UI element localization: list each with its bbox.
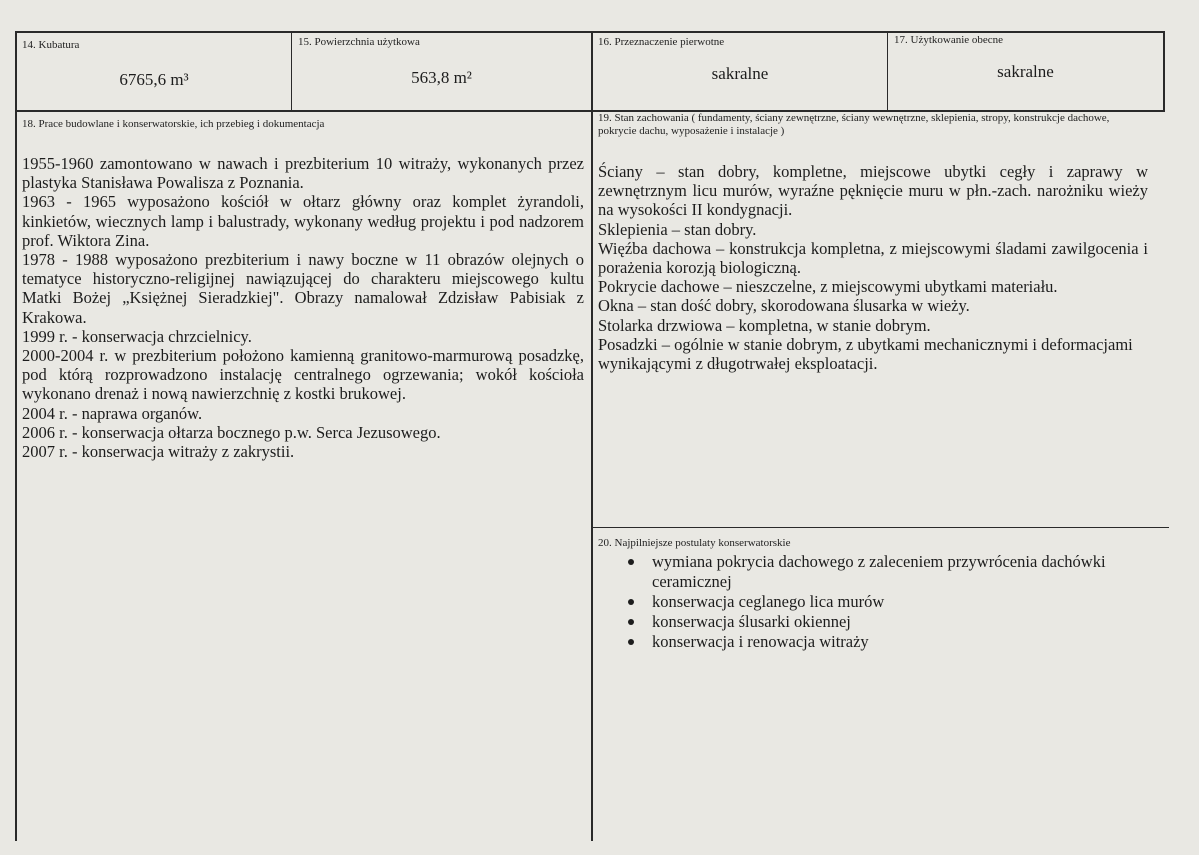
stan-entry: Okna – stan dość dobry, skorodowana ślusarka w wieży. <box>598 296 970 316</box>
przeznaczenie-label: 16. Przeznaczenie pierwotne <box>598 36 725 48</box>
prace-entry: 1999 r. - konserwacja chrzcielnicy. <box>22 326 252 346</box>
list-item <box>602 552 1138 592</box>
stan-entry: Stolarka drzwiowa – kompletna, w stanie dobrym. <box>598 315 931 335</box>
stan-zachowania-label: 19. Stan zachowania ( fundamenty, ściany zewnętrzne, ściany wewnętrzne, sklepienia, stropy, konstrukcje dachowe, pokrycie dachu, wyposażenie i instalacje ) <box>598 112 1110 137</box>
prace-text <box>22 154 584 461</box>
stan-zachowania-text <box>598 162 1148 373</box>
prace-entry: 1963 - 1965 wyposażono kościół w ołtarz główny oraz komplet żyrandoli, kinkietów, wiecznych lamp i balustrady, wykonany według projektu i pod nadzorem prof. Wiktora Zina. <box>22 192 584 250</box>
top-rule <box>15 31 1165 33</box>
stan-entry: Ściany – stan dobry, kompletne, miejscowe ubytki cegły i zaprawy w zewnętrznym licu murów, wyraźne pęknięcie muru w płn.-zach. narożniku wieży na wysokości II kondygnacji. <box>598 162 1148 220</box>
stan-entry: Sklepienia – stan dobry. <box>598 219 757 239</box>
powierzchnia-label: 15. Powierzchnia użytkowa <box>298 36 420 48</box>
list-item <box>602 592 1138 612</box>
prace-label: 18. Prace budowlane i konserwatorskie, ich przebieg i dokumentacja <box>22 118 325 130</box>
uzytkowanie-value: sakralne <box>997 62 1054 81</box>
postulat-text: wymiana pokrycia dachowego z zaleceniem przywrócenia dachówki ceramicznej <box>652 552 1106 591</box>
postulat-text: konserwacja ślusarki okiennej <box>652 612 851 631</box>
prace-entry: 1955-1960 zamontowano w nawach i prezbiterium 10 witraży, wykonanych przez plastyka Stanisława Powalisza z Poznania. <box>22 154 584 193</box>
postulaty-list <box>602 552 1138 652</box>
prace-entry: 2000-2004 r. w prezbiterium położono kamienną granitowo-marmurową posadzkę, pod którą rozprowadzono instalację centralnego ogrzewania; wokół kościoła wykonano drenaż i nową nawierzchnię z kostki brukowej. <box>22 346 584 404</box>
postulat-text: konserwacja i renowacja witraży <box>652 632 869 651</box>
section-20-rule <box>592 527 1169 528</box>
prace-entry: 2004 r. - naprawa organów. <box>22 403 203 423</box>
bullet-icon <box>628 619 634 625</box>
prace-entry: 2006 r. - konserwacja ołtarza bocznego p.w. Serca Jezusowego. <box>22 422 441 442</box>
right-border <box>1163 31 1165 111</box>
bullet-icon <box>628 559 634 565</box>
powierzchnia-value: 563,8 m² <box>411 68 472 87</box>
stan-entry: Posadzki – ogólnie w stanie dobrym, z ubytkami mechanicznymi i deformacjami wynikającymi z długotrwałej eksploatacji. <box>598 334 1133 374</box>
stan-entry: Więźba dachowa – konstrukcja kompletna, z miejscowymi śladami zawilgocenia i porażenia korozją biologiczną. <box>598 238 1148 278</box>
stan-entry: Pokrycie dachowe – nieszczelne, z miejscowymi ubytkami materiału. <box>598 277 1058 297</box>
przeznaczenie-value: sakralne <box>711 64 769 83</box>
bullet-icon <box>628 599 634 605</box>
kubatura-label: 14. Kubatura <box>22 39 80 51</box>
center-divider <box>591 31 593 841</box>
postulaty-label: 20. Najpilniejsze postulaty konserwatorskie <box>598 537 791 549</box>
left-border <box>15 31 17 841</box>
prace-entry: 2007 r. - konserwacja witraży z zakrystii. <box>22 442 295 462</box>
bullet-icon <box>628 639 634 645</box>
list-item <box>602 612 1138 632</box>
prace-entry: 1978 - 1988 wyposażono prezbiterium i nawy boczne w 11 obrazów olejnych o tematyce historyczno-religijnej nawiązującej do charakteru miejscowego kultu Matki Bożej „Księżnej Sieradzkiej". Obrazy namalował Zdzisław Pabisiak z Krakowa. <box>22 250 584 327</box>
kubatura-value: 6765,6 m³ <box>119 70 189 89</box>
list-item <box>602 632 1138 652</box>
postulat-text: konserwacja ceglanego lica murów <box>652 592 885 611</box>
uzytkowanie-label: 17. Użytkowanie obecne <box>894 34 1004 46</box>
